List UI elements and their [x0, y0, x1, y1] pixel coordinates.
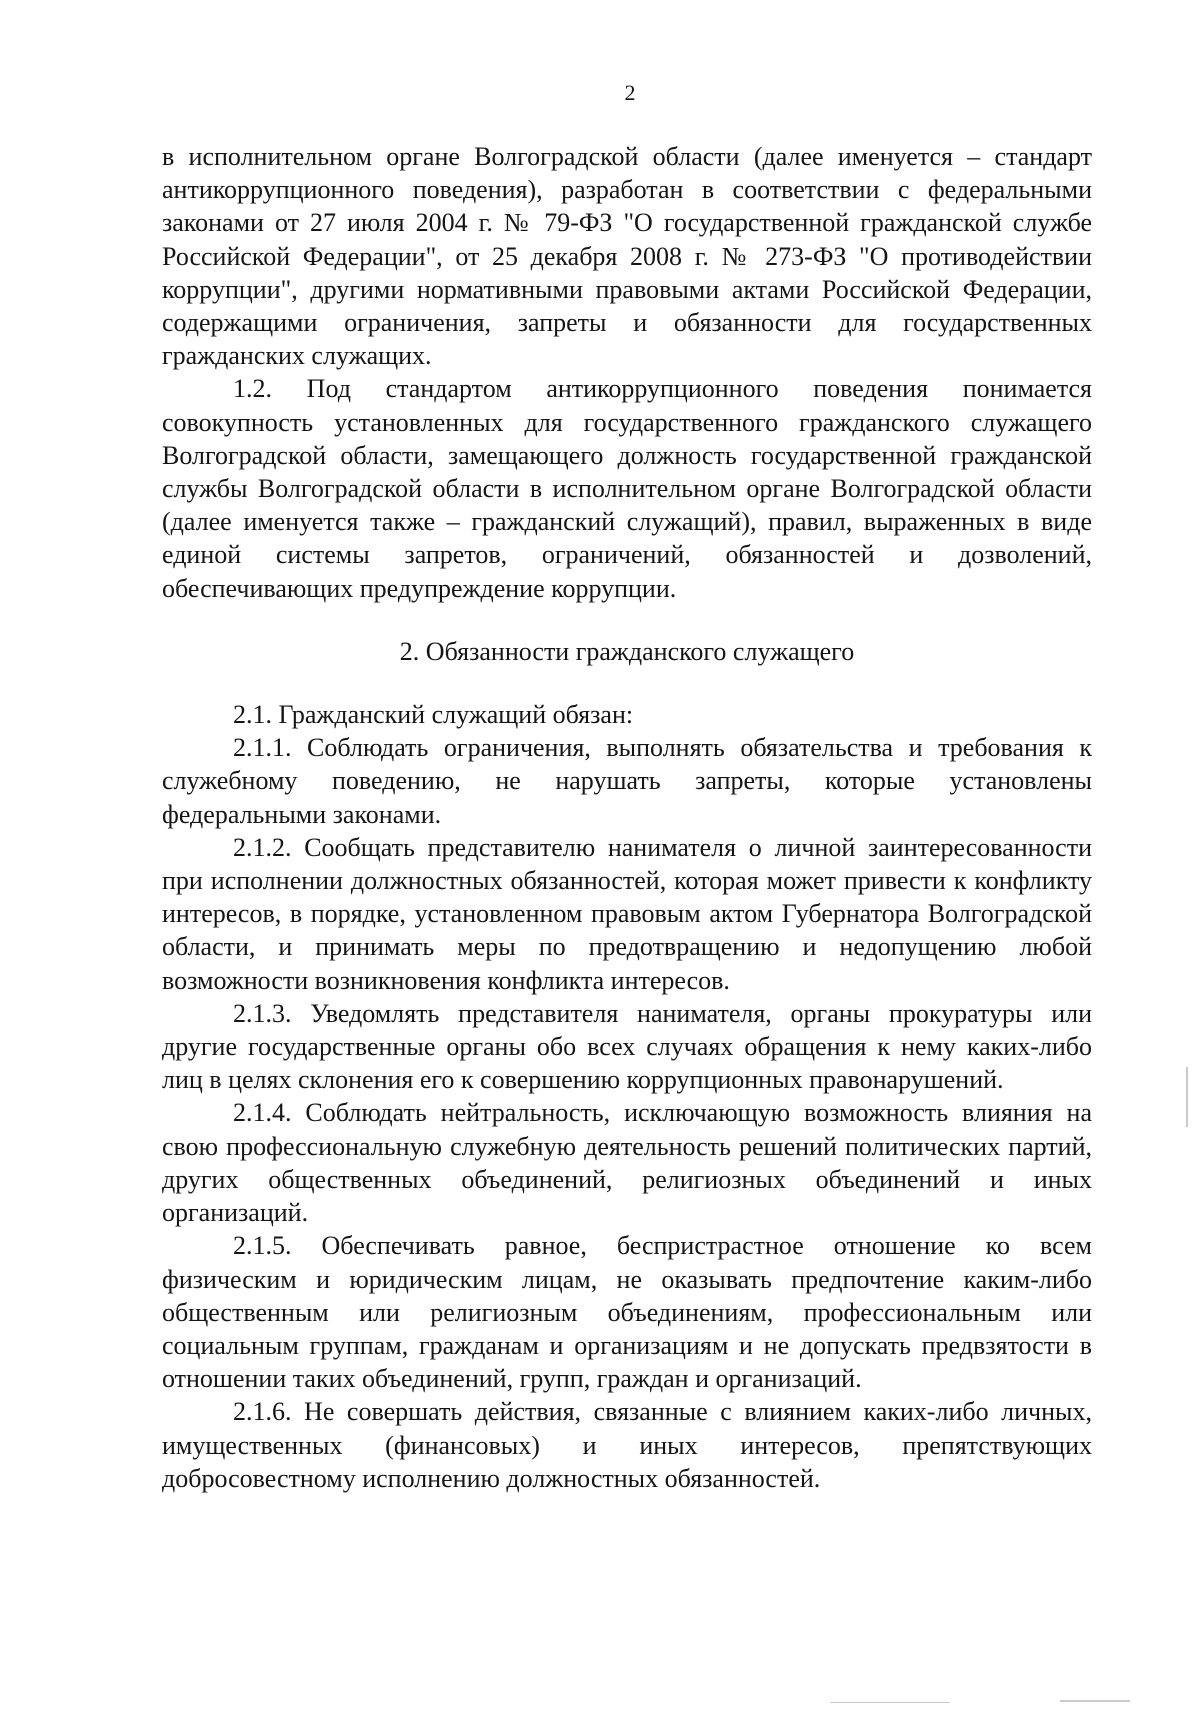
paragraph-2-1-4: 2.1.4. Соблюдать нейтральность, исключающую возможность влияния на свою профессиональную служебную деятельность решений политических партий, других общественных объединений, религиозных объединений и иных организаций. [162, 1098, 1092, 1228]
paragraph-1-2: 1.2. Под стандартом антикоррупционного поведения понимается совокупность установленных для государственного гражданского служащего Волгоградской области, замещающего должность государственной гражданской службы Волгоградской области в исполнительном органе Волгоградской области (далее именуется также – гражданский служащий), правил, выраженных в виде единой системы запретов, ограничений, обязанностей и дозволений, обеспечивающих предупреждение коррупции. [162, 374, 1092, 603]
section-2-heading: 2. Обязанности гражданского служащего [399, 636, 855, 666]
page-number: 2 [624, 80, 636, 105]
paragraph-2-1: 2.1. Гражданский служащий обязан: [233, 700, 634, 730]
scan-artifact [830, 1702, 950, 1703]
document-body [162, 140, 1092, 1495]
paragraph-2-1-6: 2.1.6. Не совершать действия, связанные с влиянием каких-либо личных, имущественных (финансовых) и иных интересов, препятствующих добросовестному исполнению должностных обязанностей. [162, 1397, 1092, 1493]
paragraph-continuation: в исполнительном органе Волгоградской области (далее именуется – стандарт антикоррупционного поведения), разработан в соответствии с федеральными законами от 27 июля 2004 г. № 79-ФЗ "О государственной гражданской службе Российской Федерации", от 25 декабря 2008 г. № 273-ФЗ "О противодействии коррупции", другими нормативными правовыми актами Российской Федерации, содержащими ограничения, запреты и обязанности для государственных гражданских служащих. [162, 142, 1092, 371]
paragraph-2-1-3: 2.1.3. Уведомлять представителя нанимателя, органы прокуратуры или другие государственные органы обо всех случаях обращения к нему каких-либо лиц в целях склонения его к совершению коррупционных правонарушений. [162, 998, 1092, 1095]
paragraph-2-1-5: 2.1.5. Обеспечивать равное, беспристрастное отношение ко всем физическим и юридическим лицам, не оказывать предпочтение каким-либо общественным или религиозным объединениям, профессиональным или социальным группам, гражданам и организациям и не допускать предвзятости в отношении таких объединений, групп, граждан и организаций. [162, 1231, 1092, 1394]
scan-artifact [1186, 1067, 1188, 1127]
paragraph-2-1-2: 2.1.2. Сообщать представителю нанимателя о личной заинтересованности при исполнении должностных обязанностей, которая может привести к конфликту интересов, в порядке, установленном правовым актом Губернатора Волгоградской области, и принимать меры по предотвращению и недопущению любой возможности возникновения конфликта интересов. [162, 832, 1092, 995]
scan-artifact [1060, 1700, 1130, 1702]
paragraph-2-1-1: 2.1.1. Соблюдать ограничения, выполнять обязательства и требования к служебному поведению, не нарушать запреты, которые установлены федеральными законами. [162, 733, 1092, 829]
